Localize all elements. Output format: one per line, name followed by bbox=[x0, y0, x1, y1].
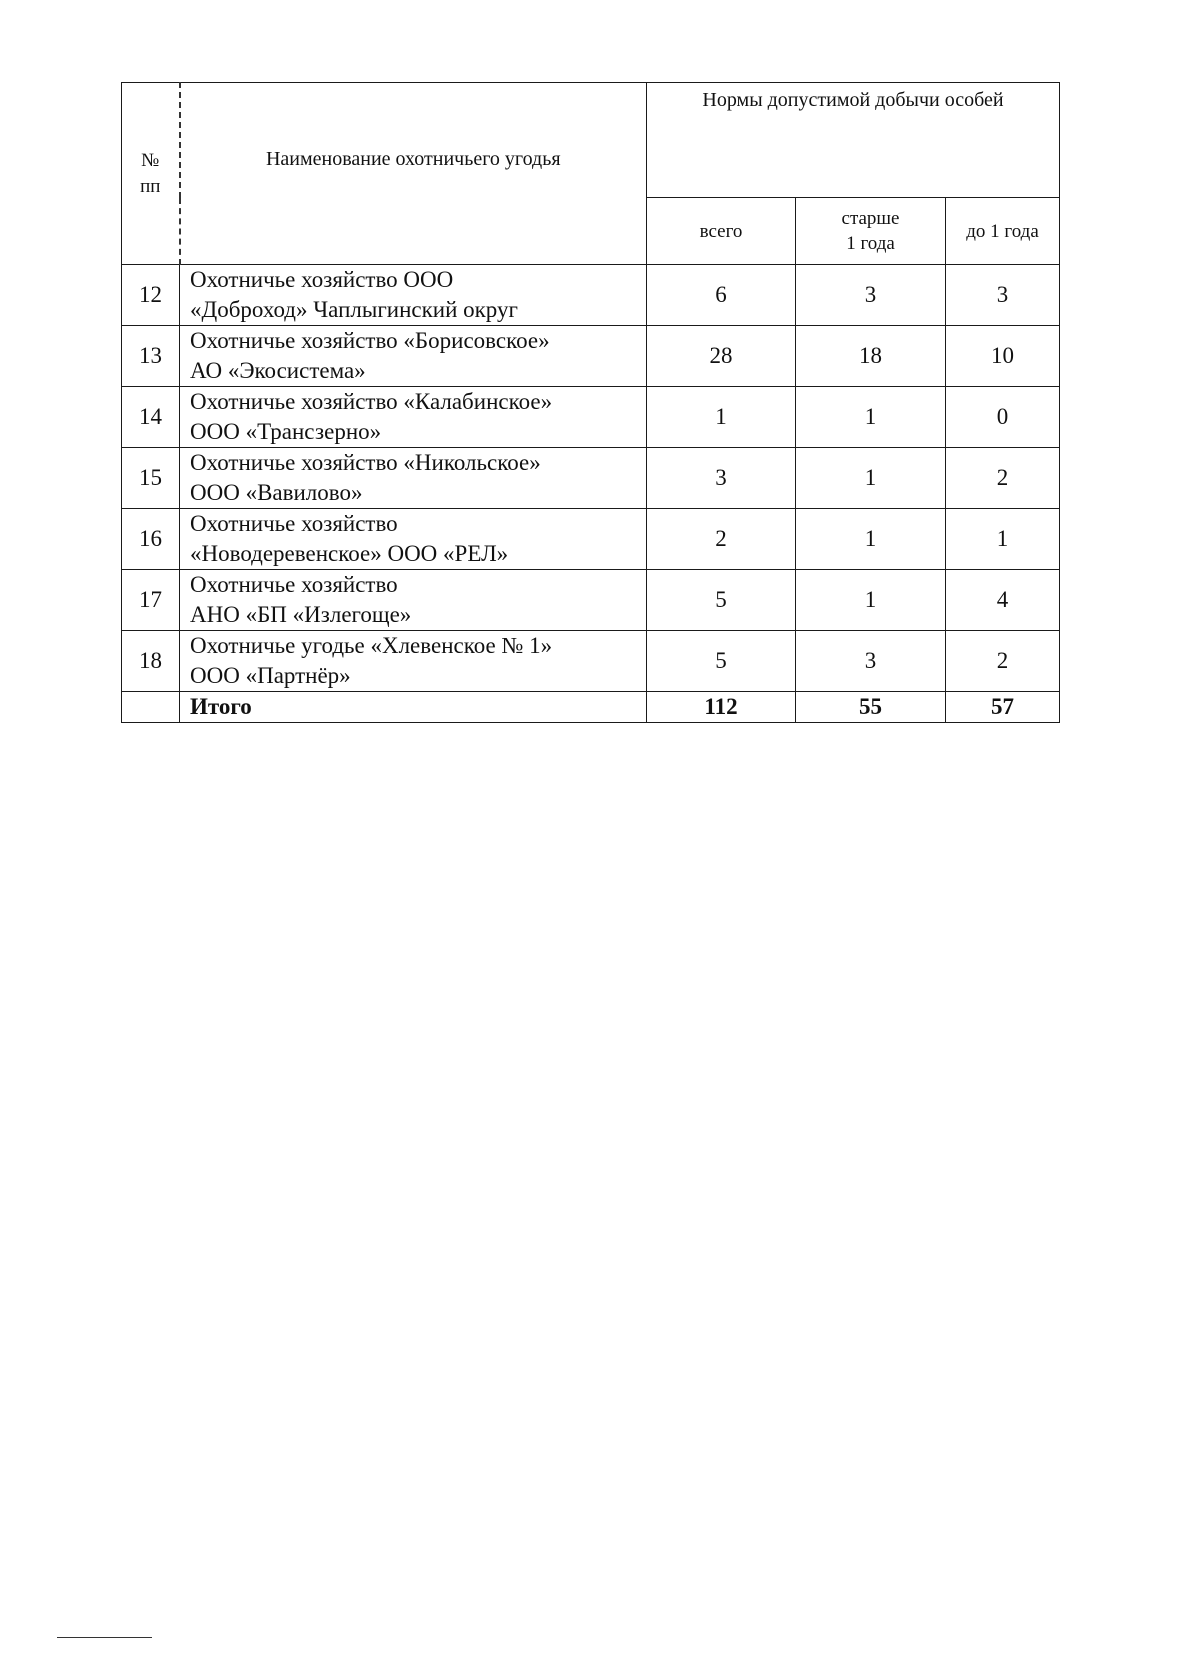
total-row-label: Итого bbox=[180, 692, 647, 723]
row-number: 16 bbox=[122, 509, 180, 570]
row-number: 14 bbox=[122, 387, 180, 448]
row-under-1-year: 10 bbox=[946, 326, 1060, 387]
row-name-line1: Охотничье хозяйство ООО bbox=[190, 267, 454, 292]
header-hunting-ground-name: Наименование охотничьего угодья bbox=[180, 83, 647, 265]
row-hunting-ground-name bbox=[180, 387, 647, 448]
table-body bbox=[122, 265, 1060, 692]
row-number: 15 bbox=[122, 448, 180, 509]
row-number: 18 bbox=[122, 631, 180, 692]
row-older-than-1-year: 1 bbox=[796, 570, 946, 631]
total-row-older: 55 bbox=[796, 692, 946, 723]
table-row bbox=[122, 326, 1060, 387]
row-total: 28 bbox=[647, 326, 796, 387]
row-name-line2: «Новодеревенское» ООО «РЕЛ» bbox=[190, 541, 509, 566]
row-name-line2: ООО «Вавилово» bbox=[190, 480, 363, 505]
table-row bbox=[122, 448, 1060, 509]
row-hunting-ground-name bbox=[180, 448, 647, 509]
row-older-than-1-year: 3 bbox=[796, 631, 946, 692]
row-name-line2: АНО «БП «Излегоще» bbox=[190, 602, 412, 627]
header-total: всего bbox=[647, 198, 796, 265]
header-older-line1: старше bbox=[841, 208, 900, 230]
table-row bbox=[122, 509, 1060, 570]
total-row bbox=[122, 692, 1060, 723]
total-row-number bbox=[122, 692, 180, 723]
row-under-1-year: 0 bbox=[946, 387, 1060, 448]
row-under-1-year: 2 bbox=[946, 631, 1060, 692]
header-under-1-year: до 1 года bbox=[946, 198, 1060, 265]
table-row bbox=[122, 631, 1060, 692]
row-hunting-ground-name bbox=[180, 509, 647, 570]
row-number: 17 bbox=[122, 570, 180, 631]
row-under-1-year: 2 bbox=[946, 448, 1060, 509]
header-number-abbr: пп bbox=[140, 175, 161, 197]
row-under-1-year: 3 bbox=[946, 265, 1060, 326]
row-total: 5 bbox=[647, 631, 796, 692]
header-number-sign: № bbox=[141, 149, 160, 171]
total-row-total: 112 bbox=[647, 692, 796, 723]
row-name-line1: Охотничье угодье «Хлевенское № 1» bbox=[190, 633, 553, 658]
row-under-1-year: 1 bbox=[946, 509, 1060, 570]
row-total: 2 bbox=[647, 509, 796, 570]
row-number: 12 bbox=[122, 265, 180, 326]
table-row bbox=[122, 265, 1060, 326]
table-row bbox=[122, 570, 1060, 631]
row-number: 13 bbox=[122, 326, 180, 387]
row-hunting-ground-name bbox=[180, 570, 647, 631]
table-row bbox=[122, 387, 1060, 448]
total-row-young: 57 bbox=[946, 692, 1060, 723]
row-older-than-1-year: 1 bbox=[796, 387, 946, 448]
row-hunting-ground-name bbox=[180, 326, 647, 387]
row-older-than-1-year: 18 bbox=[796, 326, 946, 387]
header-older-than-1-year bbox=[796, 198, 946, 265]
row-under-1-year: 4 bbox=[946, 570, 1060, 631]
row-name-line2: «Доброход» Чаплыгинский округ bbox=[190, 297, 518, 322]
row-total: 6 bbox=[647, 265, 796, 326]
row-name-line1: Охотничье хозяйство bbox=[190, 511, 398, 536]
row-name-line1: Охотничье хозяйство «Никольское» bbox=[190, 450, 541, 475]
row-name-line2: ООО «Трансзерно» bbox=[190, 419, 382, 444]
row-older-than-1-year: 3 bbox=[796, 265, 946, 326]
row-name-line1: Охотничье хозяйство bbox=[190, 572, 398, 597]
footer-divider bbox=[57, 1637, 152, 1638]
row-name-line2: ООО «Партнёр» bbox=[190, 663, 351, 688]
row-hunting-ground-name bbox=[180, 631, 647, 692]
table-header-row bbox=[122, 83, 1060, 198]
row-total: 1 bbox=[647, 387, 796, 448]
row-total: 3 bbox=[647, 448, 796, 509]
row-hunting-ground-name bbox=[180, 265, 647, 326]
row-name-line2: АО «Экосистема» bbox=[190, 358, 366, 383]
row-name-line1: Охотничье хозяйство «Борисовское» bbox=[190, 328, 550, 353]
row-older-than-1-year: 1 bbox=[796, 448, 946, 509]
header-number bbox=[122, 83, 180, 265]
row-older-than-1-year: 1 bbox=[796, 509, 946, 570]
row-name-line1: Охотничье хозяйство «Калабинское» bbox=[190, 389, 553, 414]
hunting-quota-table bbox=[121, 82, 1060, 723]
row-total: 5 bbox=[647, 570, 796, 631]
header-older-line2: 1 года bbox=[846, 233, 895, 255]
header-harvest-norms: Нормы допустимой добычи особей bbox=[647, 83, 1060, 198]
